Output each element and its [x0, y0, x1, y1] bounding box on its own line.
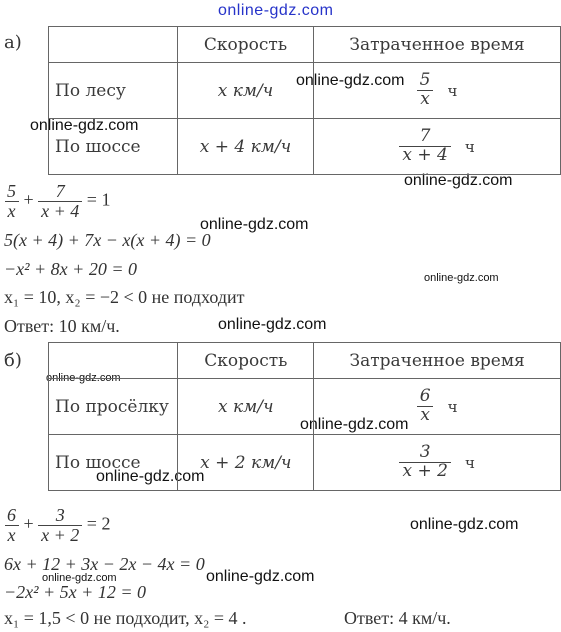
equation-fractions: $\frac{6}{x}$ + $\frac{3}{x + 2}$ = 2 — [4, 506, 110, 545]
time-fraction: $\frac{3}{x + 2}$ — [399, 444, 450, 481]
watermark: online-gdz.com — [206, 568, 315, 585]
table-row — [49, 119, 561, 175]
watermark: online-gdz.com — [218, 316, 327, 333]
speed-cell: x + 2 км/ч — [178, 435, 314, 491]
watermark: online-gdz.com — [46, 372, 121, 384]
part-a-table — [48, 26, 561, 175]
unit-label: ч — [464, 453, 475, 472]
equation-line: 6x + 12 + 3x − 2x − 4x = 0 — [4, 554, 205, 574]
speed-cell: x км/ч — [178, 379, 314, 435]
road-name: По просёлку — [49, 379, 178, 435]
speed-cell: x км/ч — [177, 63, 313, 119]
table-header-empty — [49, 27, 178, 63]
road-name: По шоссе — [49, 119, 178, 175]
unit-label: ч — [447, 81, 458, 100]
answer-line: Ответ: 4 км/ч. — [344, 608, 451, 628]
watermark: online-gdz.com — [296, 72, 405, 89]
table-header-empty — [49, 343, 178, 379]
speed-cell: x + 4 км/ч — [177, 119, 313, 175]
time-fraction: $\frac{6}{x}$ — [417, 388, 434, 425]
part-b-label: б) — [4, 350, 22, 371]
table-row — [49, 379, 561, 435]
time-cell — [314, 119, 561, 175]
watermark: online-gdz.com — [200, 216, 309, 233]
table-row — [49, 435, 561, 491]
road-name: По шоссе — [49, 435, 178, 491]
road-name: По лесу — [49, 63, 178, 119]
part-b-table — [48, 342, 561, 491]
equation-line: −2x² + 5x + 12 = 0 — [4, 582, 146, 602]
watermark: online-gdz.com — [96, 468, 205, 485]
equation-fractions: $\frac{5}{x}$ + $\frac{7}{x + 4}$ = 1 — [4, 182, 110, 221]
time-fraction: $\frac{5}{x}$ — [417, 72, 434, 109]
table-header-time: Затраченное время — [314, 27, 561, 63]
watermark: online-gdz.com — [404, 172, 513, 189]
answer-line: Ответ: 10 км/ч. — [4, 316, 120, 336]
roots-line: x₁ = 1,5 < 0 не подходит, x₂ = 4 . — [4, 608, 247, 628]
table-header-speed: Скорость — [177, 27, 313, 63]
watermark: online-gdz.com — [30, 117, 139, 134]
watermark-top[interactable]: online-gdz.com — [218, 2, 334, 19]
table-header-time: Затраченное время — [314, 343, 561, 379]
time-fraction: $\frac{7}{x + 4}$ — [399, 128, 450, 165]
time-cell — [314, 63, 561, 119]
unit-label: ч — [464, 137, 475, 156]
table-header-speed: Скорость — [178, 343, 314, 379]
equation-line: −x² + 8x + 20 = 0 — [4, 259, 137, 279]
watermark: online-gdz.com — [300, 416, 409, 433]
part-a-label: а) — [4, 32, 22, 53]
equation-line: 5(x + 4) + 7x − x(x + 4) = 0 — [4, 230, 211, 250]
time-cell — [314, 435, 561, 491]
time-cell — [314, 379, 561, 435]
watermark: online-gdz.com — [42, 572, 117, 584]
roots-line: x₁ = 10, x₂ = −2 < 0 не подходит — [4, 287, 245, 307]
table-row — [49, 63, 561, 119]
watermark: online-gdz.com — [410, 516, 519, 533]
watermark: online-gdz.com — [424, 272, 499, 284]
unit-label: ч — [447, 397, 458, 416]
